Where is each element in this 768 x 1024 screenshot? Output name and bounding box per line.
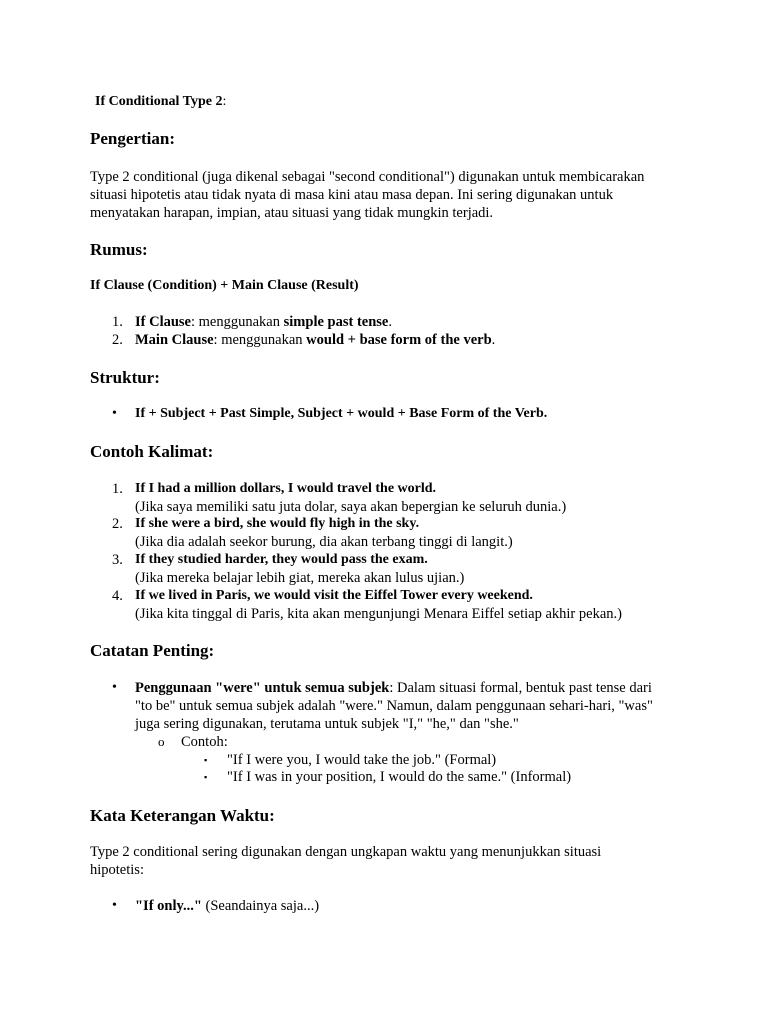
contoh-label: Contoh: (181, 734, 228, 750)
pengertian-line-1: Type 2 conditional (juga dikenal sebagai "second conditional") digunakan untuk membicarakan (90, 169, 645, 185)
bullet-icon: • (112, 898, 117, 913)
heading-struktur: Struktur: (90, 368, 160, 387)
contoh-item-4-number: 4. (112, 588, 123, 604)
heading-contoh-kalimat: Contoh Kalimat: (90, 442, 214, 461)
rumus-item-1-number: 1. (112, 314, 123, 330)
square-bullet-icon: ▪ (204, 772, 208, 782)
pengertian-line-3: menyatakan harapan, impian, atau situasi yang tidak mungkin terjadi. (90, 205, 494, 221)
kata-line-1: Type 2 conditional sering digunakan dengan ungkapan waktu yang menunjukkan situasi (90, 844, 602, 860)
kata-item-if-only: "If only..." (Seandainya saja...) (135, 898, 320, 914)
contoh-item-3-number: 3. (112, 552, 123, 568)
contoh-item-1-number: 1. (112, 481, 123, 497)
heading-pengertian: Pengertian: (90, 129, 175, 148)
struktur-item: If + Subject + Past Simple, Subject + would + Base Form of the Verb. (135, 406, 548, 421)
bullet-icon: • (112, 680, 117, 695)
kata-line-2: hipotetis: (90, 862, 144, 878)
contoh-item-2-english: If she were a bird, she would fly high in the sky. (135, 516, 420, 531)
contoh-item-4-english: If we lived in Paris, we would visit the Eiffel Tower every weekend. (135, 588, 533, 603)
catatan-line-2: "to be" untuk semua subjek adalah "were." Namun, dalam penggunaan sehari-hari, "was" (135, 698, 653, 714)
rumus-item-1: If Clause: menggunakan simple past tense. (135, 314, 392, 330)
contoh-item-1-translation: (Jika saya memiliki satu juta dolar, saya akan bepergian ke seluruh dunia.) (135, 499, 567, 515)
title-bold: If Conditional Type 2 (95, 94, 223, 109)
title-colon: : (222, 94, 227, 109)
rumus-item-2-number: 2. (112, 332, 123, 348)
circle-bullet-icon: o (158, 734, 165, 749)
example-informal: "If I was in your position, I would do the same." (Informal) (227, 769, 572, 785)
contoh-item-2-number: 2. (112, 516, 123, 532)
contoh-item-3-english: If they studied harder, they would pass the exam. (135, 552, 428, 567)
example-formal: "If I were you, I would take the job." (Formal) (227, 752, 497, 768)
contoh-item-3-translation: (Jika mereka belajar lebih giat, mereka akan lulus ujian.) (135, 570, 465, 586)
rumus-item-2: Main Clause: menggunakan would + base form of the verb. (135, 332, 496, 348)
square-bullet-icon: ▪ (204, 755, 208, 765)
heading-kata-keterangan-waktu: Kata Keterangan Waktu: (90, 806, 275, 825)
bullet-icon: • (112, 406, 117, 421)
pengertian-line-2: situasi hipotetis atau tidak nyata di masa kini atau masa depan. Ini sering digunakan untuk (90, 187, 614, 203)
rumus-formula: If Clause (Condition) + Main Clause (Result) (90, 278, 359, 293)
contoh-item-1-english: If I had a million dollars, I would travel the world. (135, 481, 437, 496)
contoh-item-2-translation: (Jika dia adalah seekor burung, dia akan terbang tinggi di langit.) (135, 534, 513, 550)
catatan-line-1: Penggunaan "were" untuk semua subjek: Dalam situasi formal, bentuk past tense dari (135, 680, 652, 696)
heading-catatan-penting: Catatan Penting: (90, 641, 215, 660)
heading-rumus: Rumus: (90, 240, 148, 259)
document-title (95, 93, 226, 111)
contoh-item-4-translation: (Jika kita tinggal di Paris, kita akan mengunjungi Menara Eiffel setiap akhir pekan.) (135, 606, 622, 622)
catatan-line-3: juga sering digunakan, terutama untuk subjek "I," "he," dan "she." (135, 716, 519, 732)
